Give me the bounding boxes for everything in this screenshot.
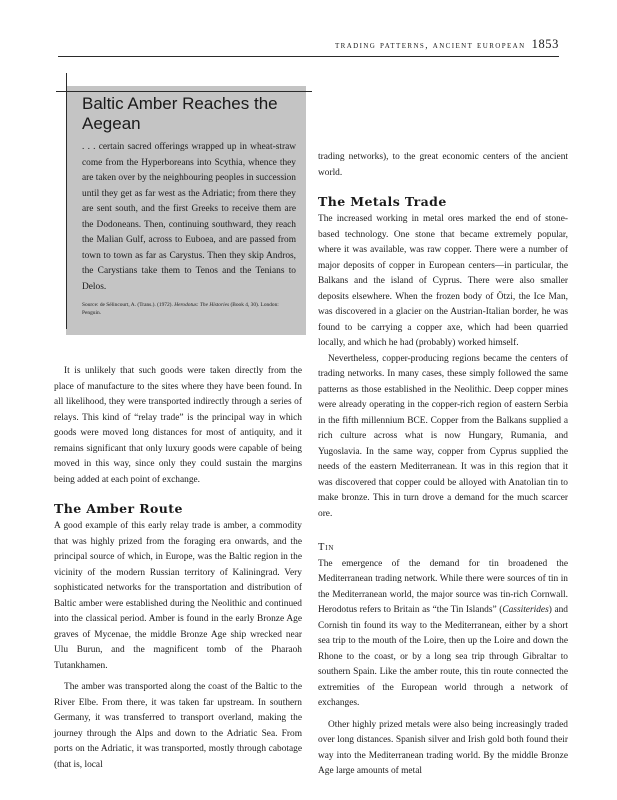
sidebar-horizontal-rule <box>56 91 312 92</box>
tin-paragraph-2: Other highly prized metals were also being increasingly traded over long distances. Spanish silver and Irish gold both found their way into the Mediterranean trading world. By the middle Bronze Age large amounts of metal <box>318 719 568 776</box>
intro-paragraph: It is unlikely that such goods were taken directly from the place of manufacture to the sites where they have been found. In all likelihood, they were transported indirectly through a series of relays. This kind of “relay trade” is the principal way in which goods were moved long distances for most of antiquity, and it remains significant that only luxury goods were capable of being moved in this way, since only they could sustain the margins being added at each point of exchange. <box>54 366 302 485</box>
running-title: trading patterns, ancient european <box>334 41 526 51</box>
left-column <box>54 364 302 773</box>
metals-paragraph-2: Nevertheless, copper-producing regions became the centers of trading networks. In many cases, these simply followed the same patterns as those established in the Neolithic. Deep copper mines were already operating in the copper-rich region of eastern Serbia in the fifth millennium BCE. Copper from the Balkans supplied a rich culture across what is now Hungary, Rumania, and Yugoslavia. In the same way, copper from Cyprus supplied the needs of the eastern Mediterranean. It was in this region that it was discovered that copper could be alloyed with Anatolian tin to make bronze. This in turn drove a demand for the much scarcer ore. <box>318 353 568 519</box>
sidebar-title: Baltic Amber Reaches the Aegean <box>82 94 278 133</box>
continuation-paragraph: trading networks), to the great economic centers of the ancient world. <box>318 152 568 178</box>
sidebar-quote: . . . certain sacred offerings wrapped up in wheat-straw come from the Hyperboreans into Scythia, whence they are taken over by the neighbouring peoples in succession until they get as far west as the Adriatic; from there they are sent south, and the first Greeks to receive them are the Dodoneans. Then, continuing southward, they reach the Malian Gulf, across to Euboea, and are passed from town to town as far as Carystus. Then they skip Andros, the Carystians take them to Tenos and the Tenians to Delos. <box>82 142 296 292</box>
sidebar-source <box>82 301 296 317</box>
header-rule <box>58 56 559 57</box>
tin-text-a: The emergence of the demand for tin broadened the Mediterranean trading network. While there were sources of tin in the Mediterranean world, the major source was tin-rich Cornwall. Herodotus refers to Britain as “the Tin Islands” ( <box>318 558 568 615</box>
page-number: 1853 <box>531 37 559 51</box>
tin-text-italic: Cassiterides <box>502 605 549 615</box>
tin-heading: Tin <box>318 542 335 553</box>
amber-route-heading: The Amber Route <box>54 501 183 516</box>
tin-paragraph-1 <box>318 557 568 712</box>
metals-trade-heading: The Metals Trade <box>318 194 447 209</box>
sidebar-vertical-rule <box>66 73 67 329</box>
source-suffix: (Book 4, 30). London: Penguin. <box>82 302 279 316</box>
source-prefix: Source: de Sélincourt, A. (Trans.). (1972). <box>82 302 175 308</box>
tin-text-b: ) and Cornish tin found its way to the Mediterranean, either by a short sea trip to the mouth of the Loire, then up the Loire and down the Rhone to the coast, or by a long sea trip through Gibraltar to southern Spain. Like the amber route, this tin route connected the extremities of the European world through a network of exchanges. <box>318 605 568 708</box>
amber-paragraph-1: A good example of this early relay trade is amber, a commodity that was highly prized from the foraging era onwards, and the principal source of which, in Europe, was the Baltic region in the vicinity of the modern Russian territory of Kaliningrad. Very sophisticated networks for the transportation and distribution of Baltic amber were established during the Neolithic and continued into the classical period. Amber is found in the early Bronze Age graves of Mycenae, the middle Bronze Age ship wrecked near Ulu Burun, and the magnificent tomb of the Pharaoh Tutankhamen. <box>54 521 302 671</box>
metals-paragraph-1: The increased working in metal ores marked the end of stone-based technology. One stone that became extremely popular, where it was available, was raw copper. There were a number of major deposits of copper in European centers—in particular, the Balkans and the island of Cyprus. There were also smaller deposits elsewhere. When the frozen body of Ötzi, the Ice Man, was discovered in a glacier on the Austrian-Italian border, he was found to be carrying a copper axe, which had been quarried locally, and which he had (probably) worked himself. <box>318 214 568 348</box>
right-column <box>318 150 568 780</box>
sidebar-box <box>66 86 306 335</box>
amber-paragraph-2: The amber was transported along the coast of the Baltic to the River Elbe. From there, it was taken far upstream. In southern Germany, it was transferred to transport overland, making the journey through the Alps and down to the Adriatic Sea. From ports on the Adriatic, it was transported, mostly through cabotage (that is, local <box>54 682 302 770</box>
running-head <box>335 37 559 52</box>
source-work: Herodotus: The Histories <box>174 302 230 308</box>
